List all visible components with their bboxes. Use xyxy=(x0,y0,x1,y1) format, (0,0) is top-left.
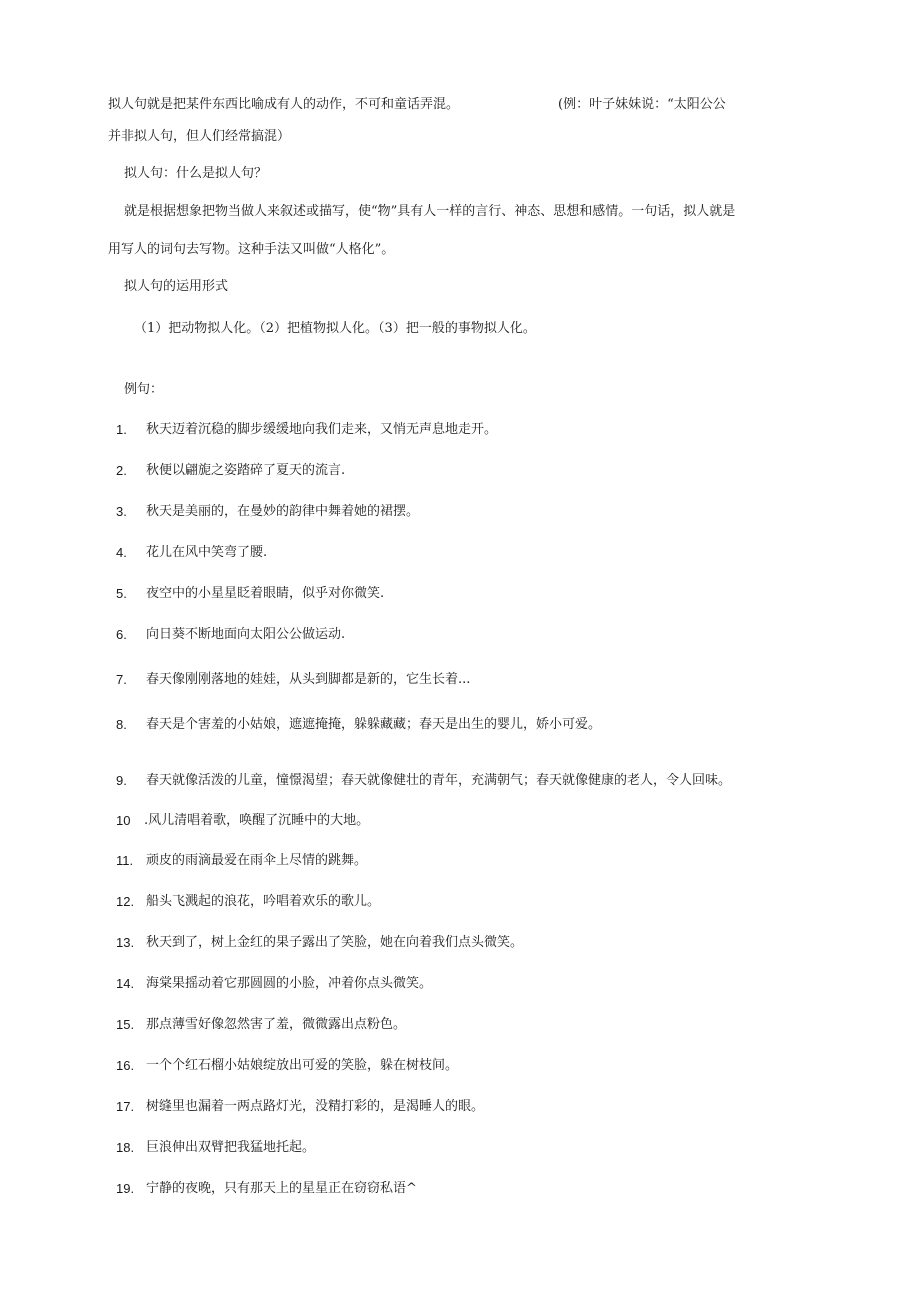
list-item-text: 那点薄雪好像忽然害了羞，微微露出点粉色。 xyxy=(146,1017,407,1032)
list-item-text: 秋天到了，树上金红的果子露出了笑脸，她在向着我们点头微笑。 xyxy=(146,935,524,950)
list-item-number: 7. xyxy=(116,672,127,687)
list-item-text: .风儿清唱着歌，唤醒了沉睡中的大地。 xyxy=(144,813,370,828)
list-item-text: 船头飞溅起的浪花，吟唱着欢乐的歌儿。 xyxy=(146,894,381,909)
list-item-number: 8. xyxy=(116,717,127,732)
list-item-text: 春天就像活泼的儿童，憧憬渴望；春天就像健壮的青年，充满朝气；春天就像健康的老人，令人回味。 xyxy=(146,773,732,788)
list-item-number: 2. xyxy=(116,463,127,478)
list-item-text: 顽皮的雨滴最爱在雨伞上尽情的跳舞。 xyxy=(146,853,368,868)
forms-heading: 拟人句的运用形式 xyxy=(124,279,229,294)
list-item-number: 4. xyxy=(116,545,127,560)
list-item-number: 19. xyxy=(116,1181,135,1196)
intro-line-1 xyxy=(108,96,459,114)
list-item-number: 17. xyxy=(116,1099,135,1114)
list-item-text: 花儿在风中笑弯了腰. xyxy=(146,545,268,560)
list-item-text: 海棠果摇动着它那圆圆的小脸，冲着你点头微笑。 xyxy=(146,976,433,991)
list-item-number: 6. xyxy=(116,627,127,642)
list-item-number: 3. xyxy=(116,504,127,519)
intro-example-text: (例：叶子妹妹说：“太阳公公 xyxy=(558,97,726,112)
list-item-text: 春天像刚刚落地的娃娃，从头到脚都是新的，它生长着... xyxy=(146,672,471,687)
list-item-number: 5. xyxy=(116,586,127,601)
intro-line-2: 并非拟人句，但人们经常搞混） xyxy=(108,129,291,144)
list-item-text: 树缝里也漏着一两点路灯光，没精打彩的，是渴睡人的眼。 xyxy=(146,1099,485,1114)
list-item-text: 秋天迈着沉稳的脚步缓缓地向我们走来，又悄无声息地走开。 xyxy=(146,422,498,437)
list-item-number: 12. xyxy=(116,894,135,909)
definition-body-line-2: 用写人的词句去写物。这种手法又叫做“人格化”。 xyxy=(108,242,395,257)
examples-heading: 例句： xyxy=(124,382,164,397)
list-item-number: 11. xyxy=(116,853,134,868)
list-item-number: 16. xyxy=(116,1058,135,1073)
list-item-number: 10 xyxy=(116,813,131,828)
list-item-text: 宁静的夜晚，只有那天上的星星正在窃窃私语^ xyxy=(146,1181,417,1196)
list-item-text: 向日葵不断地面向太阳公公做运动. xyxy=(146,627,346,642)
list-item-number: 9. xyxy=(116,773,127,788)
list-item-number: 13. xyxy=(116,935,135,950)
list-item-text: 一个个红石榴小姑娘绽放出可爱的笑脸，躲在树枝间。 xyxy=(146,1058,459,1073)
list-item-number: 1. xyxy=(116,422,127,437)
list-item-text: 秋天是美丽的，在曼妙的韵律中舞着她的裙摆。 xyxy=(146,504,420,519)
list-item-text: 巨浪伸出双臂把我猛地托起。 xyxy=(146,1140,316,1155)
definition-body-line-1: 就是根据想象把物当做人来叙述或描写，使“物”具有人一样的言行、神态、思想和感情。一句话，拟人就是 xyxy=(124,204,736,219)
list-item-number: 15. xyxy=(116,1017,135,1032)
list-item-number: 18. xyxy=(116,1140,135,1155)
list-item-number: 14. xyxy=(116,976,135,991)
list-item-text: 夜空中的小星星眨着眼睛，似乎对你微笑. xyxy=(146,586,385,601)
definition-question: 拟人句：什么是拟人句？ xyxy=(124,166,268,181)
forms-items: （1）把动物拟人化。（2）把植物拟人化。（3）把一般的事物拟人化。 xyxy=(134,321,536,336)
intro-main-text: 拟人句就是把某件东西比喻成有人的动作，不可和童话弄混。 xyxy=(108,97,460,112)
list-item-text: 春天是个害羞的小姑娘，遮遮掩掩，躲躲藏藏；春天是出生的婴儿，娇小可爱。 xyxy=(146,717,602,732)
list-item-text: 秋便以翩旎之姿踏碎了夏天的流言. xyxy=(146,463,346,478)
